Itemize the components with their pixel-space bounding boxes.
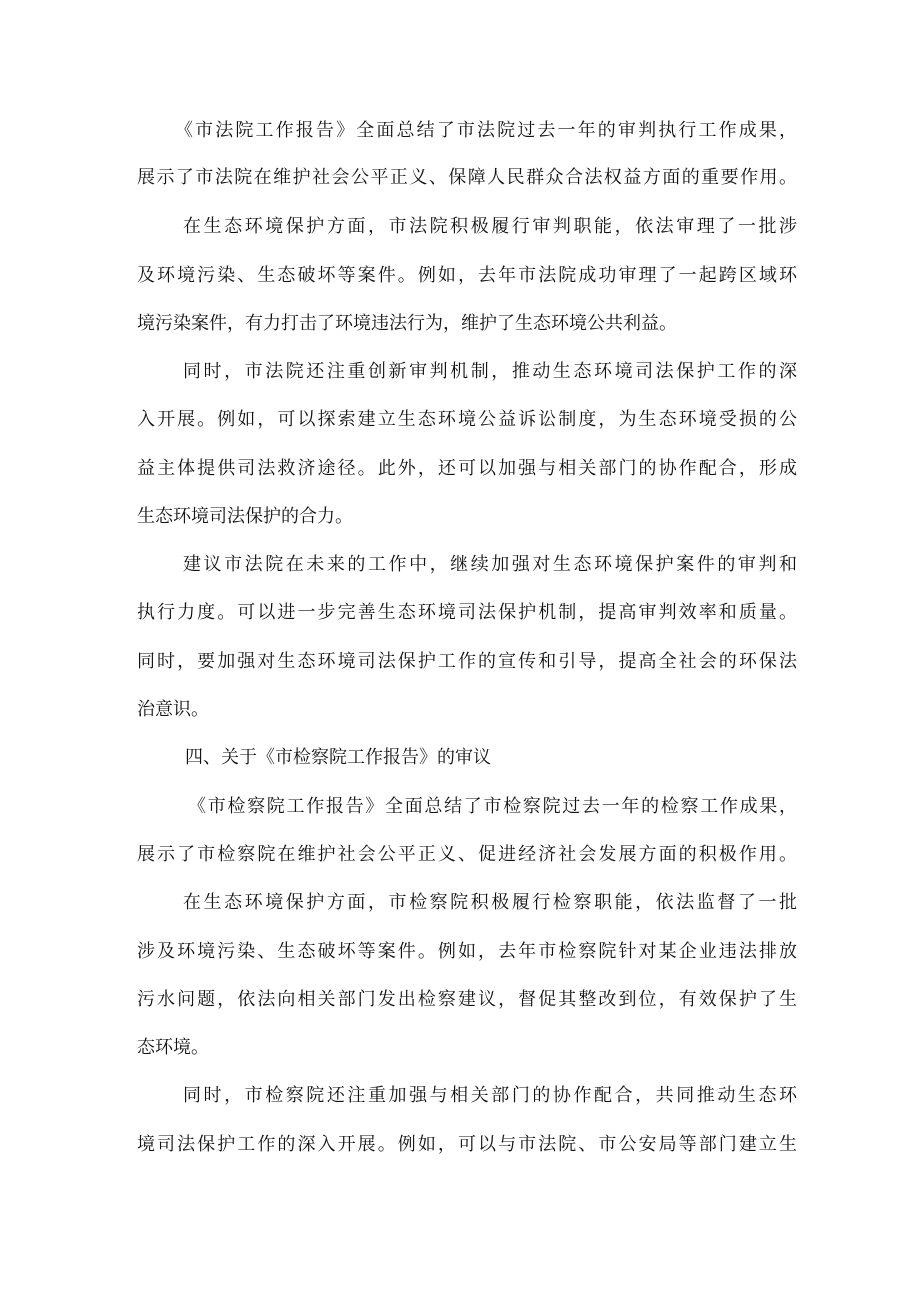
paragraph-3-line-1: 同时，市法院还注重创新审判机制，推动生态环境司法保护工作的深: [183, 361, 797, 382]
paragraph-2-line-3: 境污染案件，有力打击了环境违法行为，维护了生态环境公共利益。: [137, 313, 677, 334]
paragraph-4-line-3: 同时，要加强对生态环境司法保护工作的宣传和引导，提高全社会的环保法: [137, 651, 797, 672]
paragraph-4-line-4: 治意识。: [137, 699, 209, 720]
paragraph-3-line-3: 益主体提供司法救济途径。此外，还可以加强与相关部门的协作配合，形成: [137, 458, 797, 479]
paragraph-4-line-1: 建议市法院在未来的工作中，继续加强对生态环境保护案件的审判和: [183, 554, 797, 575]
paragraph-3-line-2: 入开展。例如，可以探索建立生态环境公益诉讼制度，为生态环境受损的公: [137, 409, 797, 430]
section-heading: 四、关于《市检察院工作报告》的审议: [185, 747, 491, 768]
paragraph-7-line-1: 同时，市检察院还注重加强与相关部门的协作配合，共同推动生态环: [183, 1085, 797, 1106]
paragraph-1-line-1: 《市法院工作报告》全面总结了市法院过去一年的审判执行工作成果，: [175, 120, 797, 141]
paragraph-5-line-2: 展示了市检察院在维护社会公平正义、促进经济社会发展方面的积极作用。: [137, 844, 797, 865]
paragraph-2-line-1: 在生态环境保护方面，市法院积极履行审判职能，依法审理了一批涉: [183, 216, 797, 237]
paragraph-6-line-4: 态环境。: [137, 1037, 209, 1058]
paragraph-5-line-1: 《市检察院工作报告》全面总结了市检察院过去一年的检察工作成果，: [188, 796, 797, 817]
paragraph-2-line-2: 及环境污染、生态破坏等案件。例如，去年市法院成功审理了一起跨区域环: [137, 265, 797, 286]
paragraph-6-line-2: 涉及环境污染、生态破坏等案件。例如，去年市检察院针对某企业违法排放: [137, 941, 797, 962]
paragraph-6-line-3: 污水问题，依法向相关部门发出检察建议，督促其整改到位，有效保护了生: [137, 989, 797, 1010]
paragraph-6-line-1: 在生态环境保护方面，市检察院积极履行检察职能，依法监督了一批: [183, 892, 797, 913]
paragraph-3-line-4: 生态环境司法保护的合力。: [137, 506, 353, 527]
paragraph-4-line-2: 执行力度。可以进一步完善生态环境司法保护机制，提高审判效率和质量。: [137, 602, 797, 623]
paragraph-7-line-2: 境司法保护工作的深入开展。例如，可以与市法院、市公安局等部门建立生: [137, 1134, 797, 1155]
paragraph-1-line-2: 展示了市法院在维护社会公平正义、保障人民群众合法权益方面的重要作用。: [137, 167, 797, 188]
